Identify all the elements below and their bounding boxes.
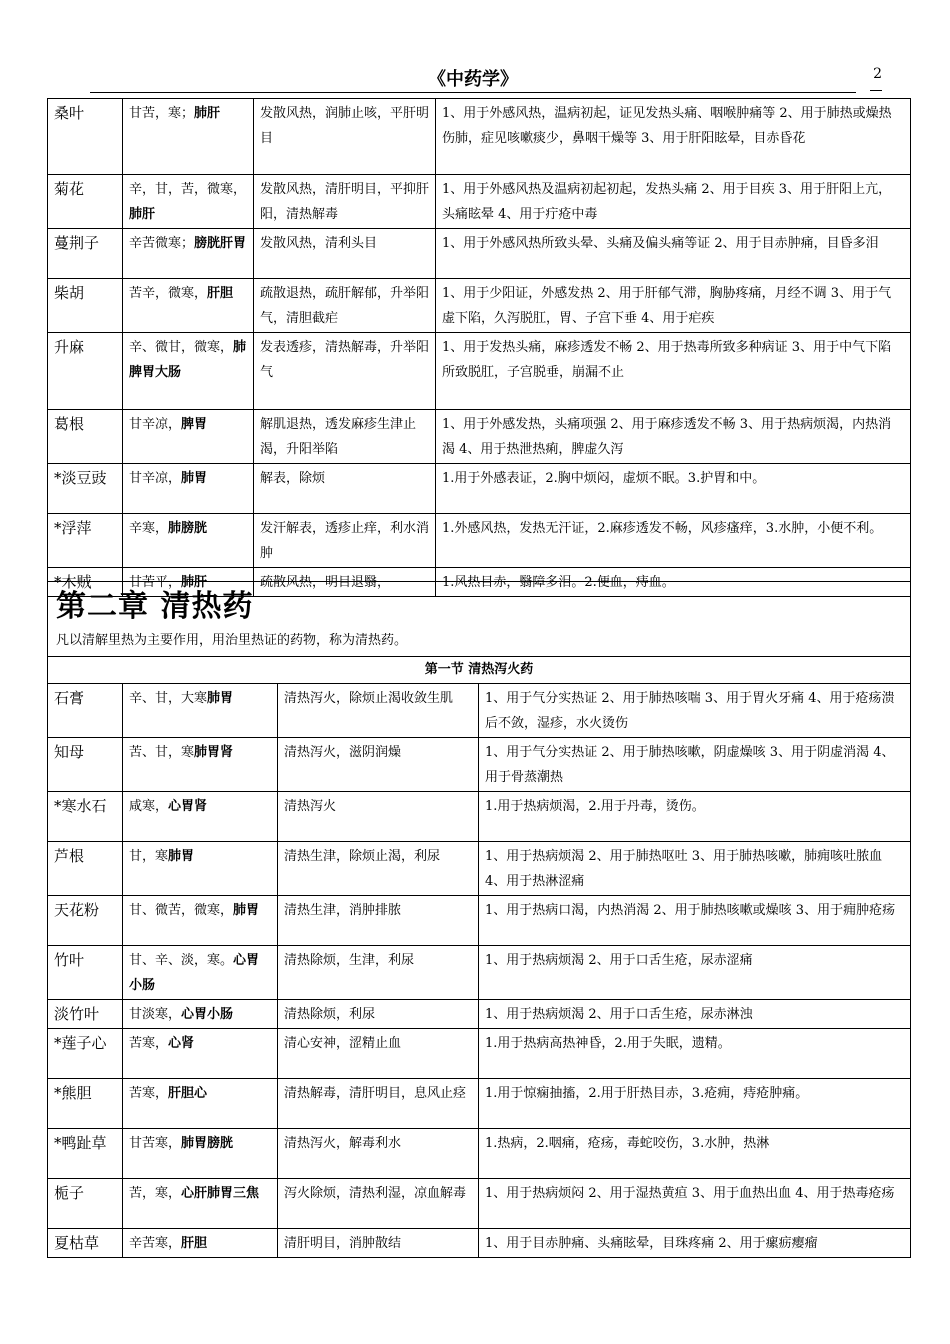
chapter-title: 第二章 清热药 bbox=[56, 589, 254, 624]
page-number: 2 bbox=[873, 66, 882, 82]
herb-row bbox=[48, 896, 911, 946]
herb-name: 柴胡 bbox=[48, 279, 123, 333]
herb-row bbox=[48, 1179, 911, 1229]
herb-usage: 1、用于外感风热，温病初起，证见发热头痛、咽喉肿痛等 2、用于肺热或燥热伤肺，症见咳嗽痰少，鼻咽干燥等 3、用于肝阳眩晕，目赤昏花 bbox=[436, 99, 911, 175]
herb-property-cell bbox=[123, 792, 278, 842]
herb-channel: 肝胆 bbox=[181, 1236, 208, 1251]
herb-channel: 肺胃 bbox=[181, 471, 208, 486]
herb-channel: 肺胃膀胱 bbox=[181, 1136, 234, 1151]
herb-row bbox=[48, 1079, 911, 1129]
herb-channel: 肺胃 bbox=[233, 903, 260, 918]
herb-property: 咸寒， bbox=[129, 799, 169, 814]
herb-effect: 清热泻火 bbox=[278, 792, 479, 842]
herb-name: *木贼 bbox=[48, 568, 123, 597]
herb-property: 辛寒， bbox=[129, 521, 169, 536]
herb-usage: 1.用于外感表证，2.胸中烦闷，虚烦不眠。3.护胃和中。 bbox=[436, 464, 911, 514]
section-row bbox=[48, 657, 911, 684]
herb-property: 甘辛凉， bbox=[129, 417, 182, 432]
herb-name: 菊花 bbox=[48, 175, 123, 229]
herb-property-cell bbox=[123, 333, 254, 410]
herb-usage: 1、用于外感风热及温病初起初起，发热头痛 2、用于目疾 3、用于肝阳上亢，头痛眩晕 4、用于疔疮中毒 bbox=[436, 175, 911, 229]
herb-name: 桑叶 bbox=[48, 99, 123, 175]
herb-name: 栀子 bbox=[48, 1179, 123, 1229]
herb-property: 苦辛，微寒， bbox=[129, 286, 208, 301]
herb-property: 甘苦平， bbox=[129, 575, 182, 590]
herb-channel: 肺胃 bbox=[168, 849, 195, 864]
herb-channel: 膀胱肝胃 bbox=[194, 236, 247, 251]
herb-effect: 疏散退热，疏肝解郁，升举阳气，清胆截疟 bbox=[254, 279, 436, 333]
herb-usage: 1、用于热病烦渴 2、用于口舌生疮，尿赤涩痛 bbox=[479, 946, 911, 1000]
herb-effect: 清热泻火，除烦止渴收敛生肌 bbox=[278, 684, 479, 738]
herb-usage: 1、用于少阳证，外感发热 2、用于肝郁气滞，胸胁疼痛，月经不调 3、用于气虚下陷，久泻脱肛，胃、子宫下垂 4、用于疟疾 bbox=[436, 279, 911, 333]
herb-effect: 解肌退热，透发麻疹生津止渴，升阳举陷 bbox=[254, 410, 436, 464]
herb-property-cell bbox=[123, 896, 278, 946]
herb-property-cell bbox=[123, 1229, 278, 1258]
herb-channel: 肺胃肾 bbox=[194, 745, 234, 760]
herb-effect: 清热泻火，滋阴润燥 bbox=[278, 738, 479, 792]
herb-channel: 肺胃 bbox=[207, 691, 234, 706]
herb-usage: 1.热病，2.咽痛，疮疡，毒蛇咬伤，3.水肿，热淋 bbox=[479, 1129, 911, 1179]
herb-row bbox=[48, 279, 911, 333]
herb-property-cell bbox=[123, 738, 278, 792]
herb-name: 升麻 bbox=[48, 333, 123, 410]
herb-property-cell bbox=[123, 946, 278, 1000]
herb-name: 淡竹叶 bbox=[48, 1000, 123, 1029]
herb-channel: 肺肝 bbox=[181, 575, 208, 590]
herb-property: 甘苦寒， bbox=[129, 1136, 182, 1151]
herb-property-cell bbox=[123, 842, 278, 896]
herb-property-cell bbox=[123, 99, 254, 175]
page-number-underline bbox=[870, 90, 882, 91]
herb-property: 苦寒， bbox=[129, 1086, 169, 1101]
herb-usage: 1.外感风热，发热无汗证，2.麻疹透发不畅，风疹瘙痒，3.水肿，小便不利。 bbox=[436, 514, 911, 568]
herb-effect: 清热生津，消肿排脓 bbox=[278, 896, 479, 946]
herb-effect: 清热除烦，利尿 bbox=[278, 1000, 479, 1029]
herb-property: 苦寒， bbox=[129, 1036, 169, 1051]
herb-table-wind-heat bbox=[47, 98, 911, 597]
herb-channel: 肺肝 bbox=[129, 207, 156, 222]
herb-effect: 清热解毒，清肝明目，息风止痉 bbox=[278, 1079, 479, 1129]
herb-effect: 发汗解表，透疹止痒，利水消肿 bbox=[254, 514, 436, 568]
herb-effect: 清热生津，除烦止渴，利尿 bbox=[278, 842, 479, 896]
herb-usage: 1、用于热病烦渴 2、用于口舌生疮，尿赤淋浊 bbox=[479, 1000, 911, 1029]
herb-row bbox=[48, 1000, 911, 1029]
herb-effect: 发散风热，清肝明目，平抑肝阳，清热解毒 bbox=[254, 175, 436, 229]
herb-usage: 1、用于气分实热证 2、用于肺热咳嗽，阴虚燥咳 3、用于阴虚消渴 4、用于骨蒸潮热 bbox=[479, 738, 911, 792]
herb-usage: 1、用于外感风热所致头晕、头痛及偏头痛等证 2、用于目赤肿痛，目昏多泪 bbox=[436, 229, 911, 279]
herb-row bbox=[48, 842, 911, 896]
herb-property: 甘辛凉， bbox=[129, 471, 182, 486]
herb-name: 蔓荆子 bbox=[48, 229, 123, 279]
herb-name: 竹叶 bbox=[48, 946, 123, 1000]
herb-channel: 心胃小肠 bbox=[129, 953, 260, 993]
herb-name: 石膏 bbox=[48, 684, 123, 738]
herb-row bbox=[48, 1029, 911, 1079]
document-title: 《中药学》 bbox=[428, 69, 518, 90]
herb-name: *莲子心 bbox=[48, 1029, 123, 1079]
herb-usage: 1、用于气分实热证 2、用于肺热咳喘 3、用于胃火牙痛 4、用于疮疡溃后不敛，湿疹，水火烫伤 bbox=[479, 684, 911, 738]
herb-row bbox=[48, 175, 911, 229]
herb-property: 苦，寒， bbox=[129, 1186, 182, 1201]
herb-name: *浮萍 bbox=[48, 514, 123, 568]
herb-property: 甘、辛、淡，寒。 bbox=[129, 953, 234, 968]
herb-name: 知母 bbox=[48, 738, 123, 792]
herb-channel: 肺肝 bbox=[194, 106, 221, 121]
herb-effect: 泻火除烦，清热利湿，凉血解毒 bbox=[278, 1179, 479, 1229]
herb-property: 辛，甘，苦，微寒， bbox=[129, 182, 247, 197]
herb-name: 芦根 bbox=[48, 842, 123, 896]
herb-property: 辛、微甘，微寒， bbox=[129, 340, 234, 355]
herb-channel: 肝胆心 bbox=[168, 1086, 208, 1101]
herb-row bbox=[48, 946, 911, 1000]
herb-row bbox=[48, 229, 911, 279]
page-header bbox=[90, 66, 882, 93]
herb-effect: 疏散风热，明目退翳， bbox=[254, 568, 436, 597]
herb-row bbox=[48, 410, 911, 464]
herb-usage: 1、用于热病口渴，内热消渴 2、用于肺热咳嗽或燥咳 3、用于痈肿疮疡 bbox=[479, 896, 911, 946]
herb-row bbox=[48, 684, 911, 738]
herb-property-cell bbox=[123, 175, 254, 229]
herb-name: 夏枯草 bbox=[48, 1229, 123, 1258]
herb-usage: 1.用于热病高热神昏，2.用于失眠，遗精。 bbox=[479, 1029, 911, 1079]
herb-effect: 发散风热，清利头目 bbox=[254, 229, 436, 279]
herb-row bbox=[48, 792, 911, 842]
herb-property-cell bbox=[123, 1000, 278, 1029]
herb-channel: 心肾 bbox=[168, 1036, 195, 1051]
herb-row bbox=[48, 1129, 911, 1179]
herb-property-cell bbox=[123, 684, 278, 738]
herb-name: *寒水石 bbox=[48, 792, 123, 842]
herb-property: 甘苦，寒； bbox=[129, 106, 195, 121]
herb-property-cell bbox=[123, 279, 254, 333]
herb-name: *淡豆豉 bbox=[48, 464, 123, 514]
herb-effect: 发表透疹，清热解毒，升举阳气 bbox=[254, 333, 436, 410]
herb-effect: 清热除烦，生津，利尿 bbox=[278, 946, 479, 1000]
herb-property-cell bbox=[123, 1179, 278, 1229]
herb-property: 甘，寒 bbox=[129, 849, 169, 864]
chapter-row bbox=[48, 582, 911, 657]
herb-name: *熊胆 bbox=[48, 1079, 123, 1129]
chapter-cell bbox=[48, 582, 911, 657]
herb-usage: 1、用于外感发热，头痛项强 2、用于麻疹透发不畅 3、用于热病烦渴，内热消渴 4、用于热泄热痢，脾虚久泻 bbox=[436, 410, 911, 464]
herb-channel: 心胃肾 bbox=[168, 799, 208, 814]
herb-effect: 清心安神，涩精止血 bbox=[278, 1029, 479, 1079]
herb-usage: 1、用于发热头痛，麻疹透发不畅 2、用于热毒所致多种病证 3、用于中气下陷所致脱肛，子宫脱垂，崩漏不止 bbox=[436, 333, 911, 410]
herb-channel: 肺膀胱 bbox=[168, 521, 208, 536]
herb-property: 辛、甘，大寒 bbox=[129, 691, 208, 706]
herb-usage: 1、用于目赤肿痛、头痛眩晕，目珠疼痛 2、用于瘰疬瘿瘤 bbox=[479, 1229, 911, 1258]
herb-usage: 1.用于惊痫抽搐，2.用于肝热目赤，3.疮痈，痔疮肿痛。 bbox=[479, 1079, 911, 1129]
chapter-intro: 凡以清解里热为主要作用，用治里热证的药物，称为清热药。 bbox=[56, 633, 408, 648]
herb-property: 辛苦微寒； bbox=[129, 236, 195, 251]
herb-effect: 发散风热，润肺止咳，平肝明目 bbox=[254, 99, 436, 175]
herb-row bbox=[48, 99, 911, 175]
herb-effect: 清肝明目，消肿散结 bbox=[278, 1229, 479, 1258]
herb-table-clear-heat bbox=[47, 581, 911, 1258]
herb-usage: 1.用于热病烦渴，2.用于丹毒，烫伤。 bbox=[479, 792, 911, 842]
herb-property: 甘淡寒， bbox=[129, 1007, 182, 1022]
herb-channel: 脾胃 bbox=[181, 417, 208, 432]
herb-channel: 心胃小肠 bbox=[181, 1007, 234, 1022]
herb-row bbox=[48, 1229, 911, 1258]
herb-name: 天花粉 bbox=[48, 896, 123, 946]
herb-row bbox=[48, 738, 911, 792]
herb-effect: 解表，除烦 bbox=[254, 464, 436, 514]
herb-property-cell bbox=[123, 410, 254, 464]
herb-row bbox=[48, 514, 911, 568]
herb-row bbox=[48, 333, 911, 410]
herb-property-cell bbox=[123, 1029, 278, 1079]
herb-property-cell bbox=[123, 464, 254, 514]
herb-property: 甘、微苦，微寒， bbox=[129, 903, 234, 918]
herb-property: 苦、甘，寒 bbox=[129, 745, 195, 760]
herb-effect: 清热泻火，解毒利水 bbox=[278, 1129, 479, 1179]
herb-channel: 肺脾胃大肠 bbox=[129, 340, 247, 380]
herb-channel: 心肝肺胃三焦 bbox=[181, 1186, 260, 1201]
herb-property-cell bbox=[123, 229, 254, 279]
herb-usage: 1、用于热病烦渴 2、用于肺热呕吐 3、用于肺热咳嗽，肺痈咳吐脓血 4、用于热淋涩痛 bbox=[479, 842, 911, 896]
herb-row bbox=[48, 464, 911, 514]
section-title: 第一节 清热泻火药 bbox=[48, 657, 911, 684]
herb-usage: 1.风热目赤，翳障多泪。2.便血，痔血。 bbox=[436, 568, 911, 597]
herb-property-cell bbox=[123, 1129, 278, 1179]
herb-name: *鸭趾草 bbox=[48, 1129, 123, 1179]
herb-property: 辛苦寒， bbox=[129, 1236, 182, 1251]
herb-property-cell bbox=[123, 1079, 278, 1129]
herb-usage: 1、用于热病烦闷 2、用于湿热黄疸 3、用于血热出血 4、用于热毒疮疡 bbox=[479, 1179, 911, 1229]
herb-channel: 肝胆 bbox=[207, 286, 234, 301]
herb-property-cell bbox=[123, 514, 254, 568]
herb-name: 葛根 bbox=[48, 410, 123, 464]
